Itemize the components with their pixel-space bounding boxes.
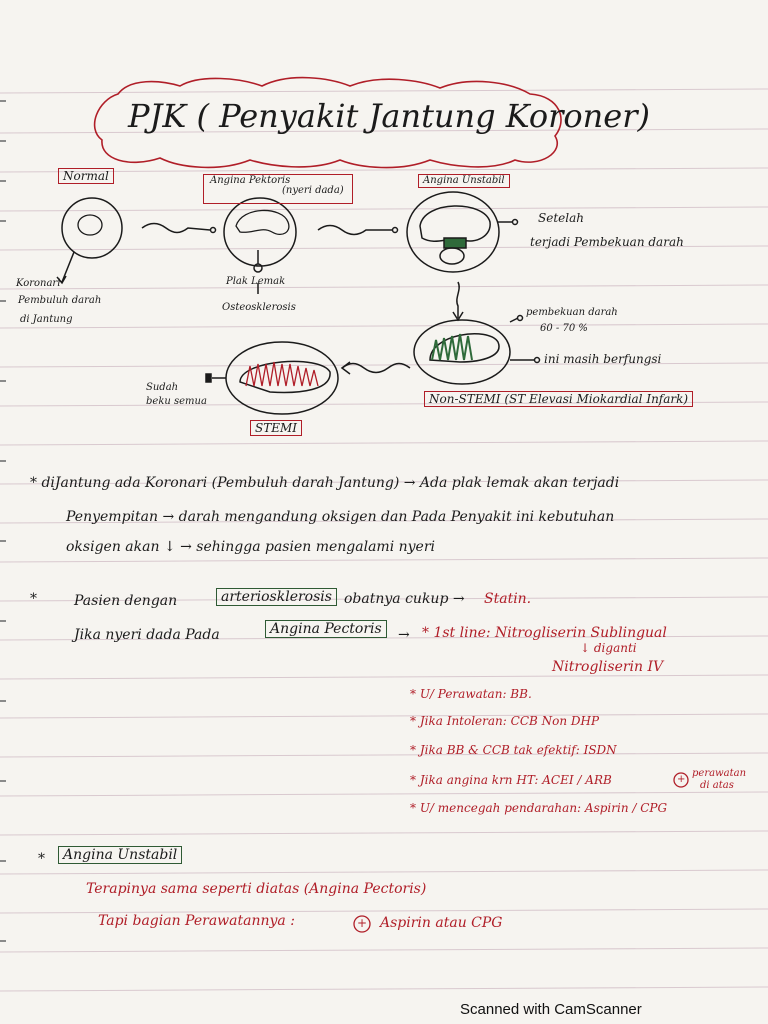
angina-unstabil-drawing [407,192,518,272]
first-line-text: * 1st line: Nitrogliserin Sublingual [422,625,667,641]
nitrogliserin-iv-text: Nitrogliserin IV [552,659,664,675]
normal-label: Normal [58,168,114,184]
therapy-item-4: * Jika angina krn HT: ACEI / ARB [410,773,612,787]
setelah-note-1: Setelah [538,211,584,225]
camscanner-watermark: Scanned with CamScanner [460,1001,642,1018]
pembekuan-note-2: 60 - 70 % [540,323,588,334]
perawatan-plus: + [677,774,686,785]
setelah-note-2: terjadi Pembekuan darah [530,235,684,249]
note3-line-2a: Tapi bagian Perawatannya : [98,913,295,929]
diganti-text: ↓ diganti [580,641,637,655]
sudah-note-1: Sudah [146,382,179,393]
perawatan-diatas-2: di atas [700,780,734,791]
note3-line-2b: Aspirin atau CPG [380,915,503,931]
arrow-pektoris-to-unstabil [318,226,398,235]
normal-note-3: di Jantung [20,314,73,325]
therapy-item-5: * U/ mencegah pendarahan: Aspirin / CPG [410,801,668,815]
masih-berfungsi-note: ini masih berfungsi [544,352,662,366]
normal-note-2: Pembuluh darah [18,295,102,306]
arteriosklerosis-box: arteriosklerosis [216,588,337,606]
note2-pasien-text: Pasien dengan [74,593,178,609]
arrow-unstabil-down [453,282,463,320]
angina-unstabil-box: Angina Unstabil [58,846,182,864]
angina-unstabil-label: Angina Unstabil [418,174,510,188]
page-title: PJK ( Penyakit Jantung Koroner) [128,97,650,135]
pembekuan-note-1: pembekuan darah [526,307,618,318]
plak-label: Plak Lemak [226,276,286,287]
note1-line-2: Penyempitan → darah mengandung oksigen dan Pada Penyakit ini kebutuhan [66,509,615,525]
note2-jika-text: Jika nyeri dada Pada [74,627,220,643]
stemi-drawing [206,342,338,414]
binding-dots [0,100,6,942]
osteosklerosis-label: Osteosklerosis [222,302,296,313]
nonstemi-label: Non-STEMI (ST Elevasi Miokardial Infark) [424,391,693,407]
angina-pectoris-box: Angina Pectoris [265,620,387,638]
angina-pektoris-sub: (nyeri dada) [282,185,344,196]
note3-star: * [38,851,45,867]
arrow-normal-to-pektoris [142,224,216,233]
therapy-item-3: * Jika BB & CCB tak efektif: ISDN [410,743,617,757]
sudah-note-2: beku semua [146,396,207,407]
therapy-item-2: * Jika Intoleran: CCB Non DHP [410,714,600,728]
note3-line-1: Terapinya sama seperti diatas (Angina Pectoris) [86,881,427,897]
note1-line-1: * diJantung ada Koronari (Pembuluh darah Jantung) → Ada plak lemak akan terjadi [30,475,620,491]
perawatan-diatas-1: perawatan [692,768,747,779]
note2-arrow: → [398,627,410,643]
therapy-item-1: * U/ Perawatan: BB. [410,687,532,701]
stemi-label: STEMI [250,420,302,436]
note2-obat-text: obatnya cukup → [344,591,465,607]
arrow-nonstemi-to-stemi [342,362,410,374]
angina-pektoris-label: Angina Pektoris [210,175,291,186]
note1-line-3: oksigen akan ↓ → sehingga pasien mengalami nyeri [66,539,436,555]
note2-star: * [30,591,37,607]
normal-note-1: Koronari [16,278,61,289]
note3-plus: + [357,916,368,930]
statin-text: Statin. [484,591,532,607]
